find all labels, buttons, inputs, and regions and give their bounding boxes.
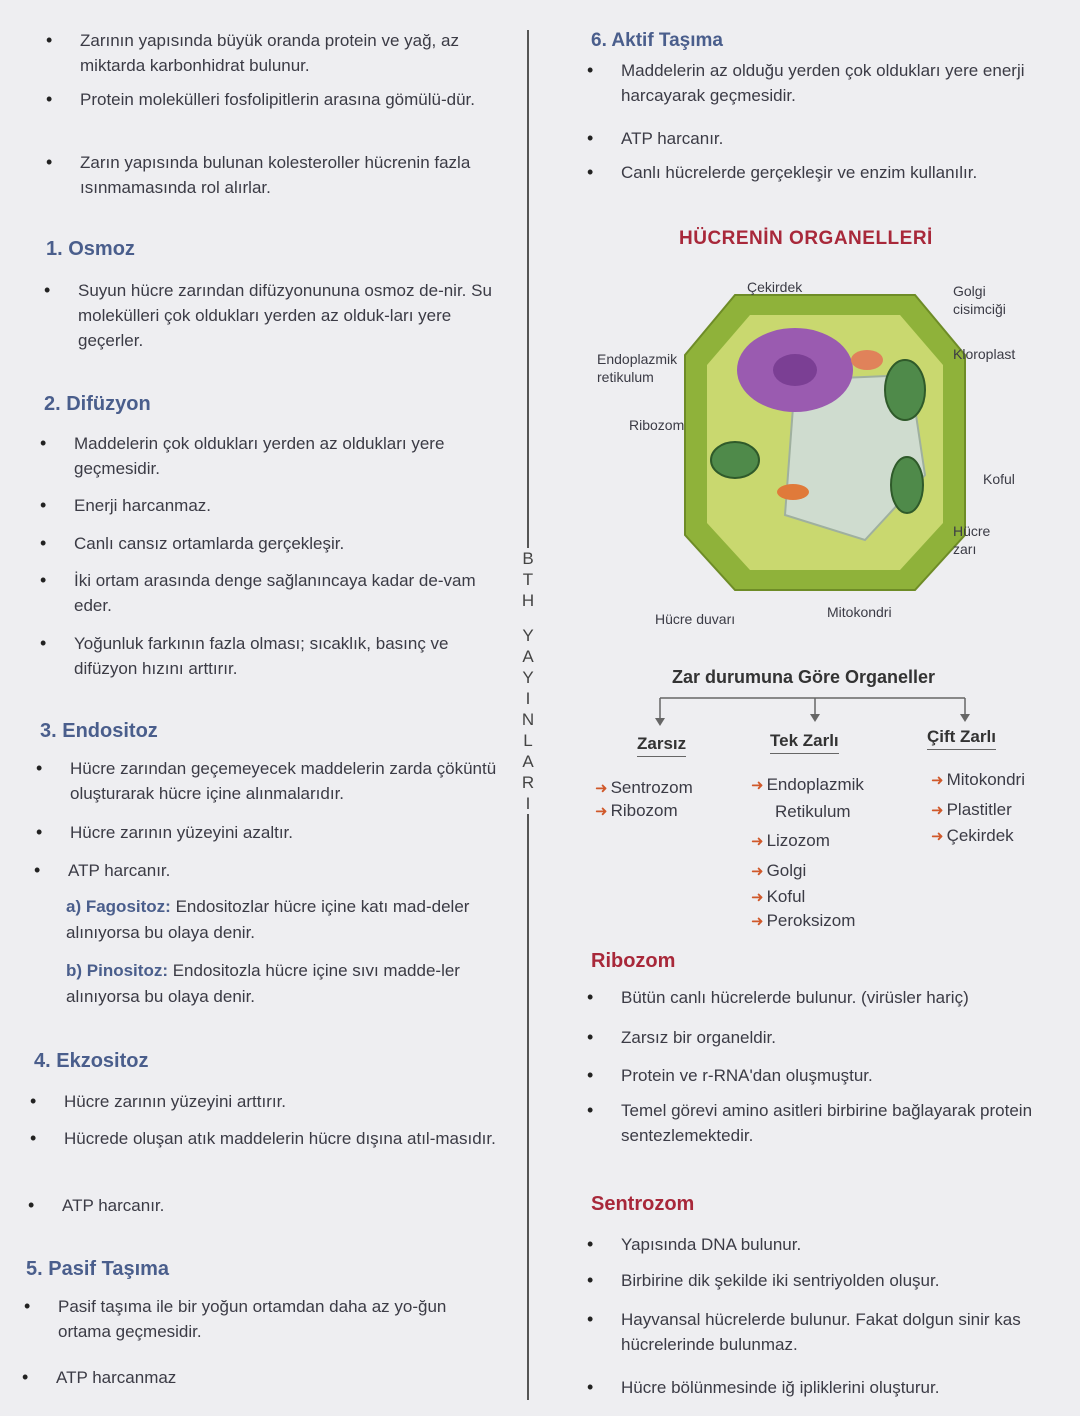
label-mitokondri: Mitokondri — [827, 604, 892, 620]
tree-tek-item: Retikulum — [775, 802, 851, 821]
aktif-heading: 6. Aktif Taşıma — [591, 30, 723, 51]
list-item: • İki ortam arasında denge sağlanıncaya kadar de-vam eder. — [74, 568, 509, 618]
vertical-letter: A — [522, 647, 534, 666]
list-item: • ATP harcanmaz — [56, 1365, 500, 1390]
list-item: • ATP harcanır. — [621, 126, 1061, 151]
organelles-title: HÜCRENİN ORGANELLERİ — [679, 228, 933, 249]
osmoz-heading: 1. Osmoz — [46, 238, 135, 260]
vertical-letter: L — [523, 731, 533, 750]
vertical-letter: I — [525, 794, 531, 813]
tree-zarsiz-item: ➜ Sentrozom — [595, 778, 693, 797]
left-column — [0, 0, 520, 1416]
vertical-letter: H — [521, 591, 535, 610]
list-item: • Canlı hücrelerde gerçekleşir ve enzim kullanılır. — [621, 160, 1061, 185]
label-golgi: Golgi cisimciği — [953, 283, 1006, 317]
vertical-letter: Y — [522, 626, 534, 645]
list-item: • Maddelerin çok oldukları yerden az oldukları yere geçmesidir. — [74, 431, 509, 481]
label-hucre-duvari: Hücre duvarı — [655, 611, 736, 627]
pinositoz-label: b) Pinositoz: — [66, 961, 168, 980]
pinositoz-desc: Endositozla hücre içine sıvı madde-ler alınıyorsa bu olaya denir. — [66, 961, 460, 1006]
tree-cift-item: ➜ Plastitler — [931, 800, 1012, 819]
mitochondrion — [777, 484, 809, 500]
chloroplast — [711, 442, 759, 478]
vertical-letter: Y — [522, 668, 534, 687]
nucleolus — [773, 354, 817, 386]
vertical-letter: A — [522, 752, 534, 771]
list-item: • Hücre bölünmesinde iğ ipliklerini oluşturur. — [621, 1375, 1071, 1400]
pasif-heading: 5. Pasif Taşıma — [26, 1258, 170, 1280]
vertical-letter: B — [522, 549, 534, 568]
tree-zarsiz-item: ➜ Ribozom — [595, 801, 678, 820]
ribozom-heading: Ribozom — [591, 950, 676, 972]
list-item: • Zarın yapısında bulunan kolesteroller hücrenin fazla ısınmamasında rol alırlar. — [80, 150, 510, 200]
sentrozom-heading: Sentrozom — [591, 1193, 695, 1215]
chloroplast — [891, 457, 923, 513]
list-item: • Protein molekülleri fosfolipitlerin arasına gömülü-dür. — [80, 87, 510, 112]
list-item: • Hücre zarının yüzeyini azaltır. — [70, 820, 508, 845]
list-item: • Hücrede oluşan atık maddelerin hücre dışına atıl-masıdır. — [64, 1126, 504, 1151]
tree-head-cift-zarli: Çift Zarlı — [927, 727, 996, 750]
list-item: • Suyun hücre zarından difüzyonununa osmoz de-nir. Su molekülleri çok oldukları yerden az olduk-ları yere geçerler. — [78, 278, 508, 353]
tree-connector — [645, 690, 985, 730]
arrow-icon: ➜ — [595, 803, 608, 820]
vertical-letter: R — [521, 773, 535, 792]
list-item: • Maddelerin az olduğu yerden çok oldukları yere enerji harcayarak geçmesidir. — [621, 58, 1061, 108]
list-item: • Zarsız bir organeldir. — [621, 1025, 1071, 1050]
tree-tek-item: ➜ Peroksizom — [751, 911, 856, 930]
list-item: • Pasif taşıma ile bir yoğun ortamdan daha az yo-ğun ortama geçmesidir. — [58, 1294, 502, 1344]
list-item: • Bütün canlı hücrelerde bulunur. (virüsler hariç) — [621, 985, 1071, 1010]
plant-cell-diagram — [675, 285, 975, 605]
golgi — [851, 350, 883, 370]
label-ribozom: Ribozom — [629, 417, 685, 433]
list-item: • Birbirine dik şekilde iki sentriyolden oluşur. — [621, 1268, 1071, 1293]
label-koful: Koful — [983, 471, 1015, 487]
list-item: • ATP harcanır. — [68, 858, 506, 883]
tree-cift-item: ➜ Mitokondri — [931, 770, 1025, 789]
arrow-icon: ➜ — [931, 802, 944, 819]
right-column — [575, 0, 1070, 1416]
label-kloroplast: Kloroplast — [953, 346, 1016, 362]
list-item: • Enerji harcanmaz. — [74, 493, 509, 518]
fagositoz-desc: Endositozlar hücre içine katı mad-deler alınıyorsa bu olaya denir. — [66, 897, 470, 942]
tree-tek-item: ➜ Koful — [751, 887, 806, 906]
tree-tek-item: ➜ Endoplazmik — [751, 775, 864, 794]
arrow-icon: ➜ — [931, 772, 944, 789]
arrow-icon: ➜ — [751, 913, 764, 930]
list-item: • Yoğunluk farkının fazla olması; sıcaklık, basınç ve difüzyon hızını arttırır. — [74, 631, 509, 681]
list-item: • Yapısında DNA bulunur. — [621, 1232, 1071, 1257]
chloroplast — [885, 360, 925, 420]
list-item: • Hücre zarından geçemeyecek maddelerin zarda çöküntü oluşturarak hücre içine alınmalarıdır. — [70, 756, 508, 806]
pinositoz-text — [66, 958, 506, 1010]
arrow-icon: ➜ — [751, 889, 764, 906]
list-item: • Protein ve r-RNA'dan oluşmuştur. — [621, 1063, 1071, 1088]
tree-tek-item: ➜ Golgi — [751, 861, 807, 880]
arrow-icon: ➜ — [931, 828, 944, 845]
list-item: • Temel görevi amino asitleri birbirine bağlayarak protein sentezlemektedir. — [621, 1098, 1066, 1148]
fagositoz-label: a) Fagositoz: — [66, 897, 171, 916]
list-item: • Canlı cansız ortamlarda gerçekleşir. — [74, 531, 509, 556]
vertical-letter: T — [522, 570, 534, 589]
list-item: • Zarının yapısında büyük oranda protein ve yağ, az miktarda karbonhidrat bulunur. — [80, 28, 510, 78]
arrow-icon: ➜ — [751, 833, 764, 850]
vertical-letter: I — [525, 689, 531, 708]
ekzositoz-heading: 4. Ekzositoz — [34, 1050, 149, 1072]
label-er: Endoplazmik retikulum — [597, 351, 678, 385]
fagositoz-text — [66, 894, 506, 946]
label-hucre-zari: Hücre zarı — [953, 523, 991, 557]
vertical-publisher-label — [517, 548, 539, 814]
tree-title: Zar durumuna Göre Organeller — [672, 667, 936, 687]
arrow-icon: ➜ — [751, 863, 764, 880]
list-item: • ATP harcanır. — [62, 1193, 502, 1218]
tree-cift-item: ➜ Çekirdek — [931, 826, 1014, 845]
difuzyon-heading: 2. Difüzyon — [44, 393, 151, 415]
label-cekirdek: Çekirdek — [747, 279, 803, 295]
list-item: • Hayvansal hücrelerde bulunur. Fakat dolgun sinir kas hücrelerinde bulunmaz. — [621, 1307, 1069, 1357]
endositoz-heading: 3. Endositoz — [40, 720, 158, 742]
arrow-icon: ➜ — [595, 780, 608, 797]
arrow-icon: ➜ — [751, 777, 764, 794]
tree-head-tek-zarli: Tek Zarlı — [770, 731, 839, 754]
list-item: • Hücre zarının yüzeyini arttırır. — [64, 1089, 504, 1114]
tree-tek-item: ➜ Lizozom — [751, 831, 830, 850]
vertical-letter: N — [521, 710, 535, 729]
tree-head-zarsiz: Zarsız — [637, 734, 686, 757]
